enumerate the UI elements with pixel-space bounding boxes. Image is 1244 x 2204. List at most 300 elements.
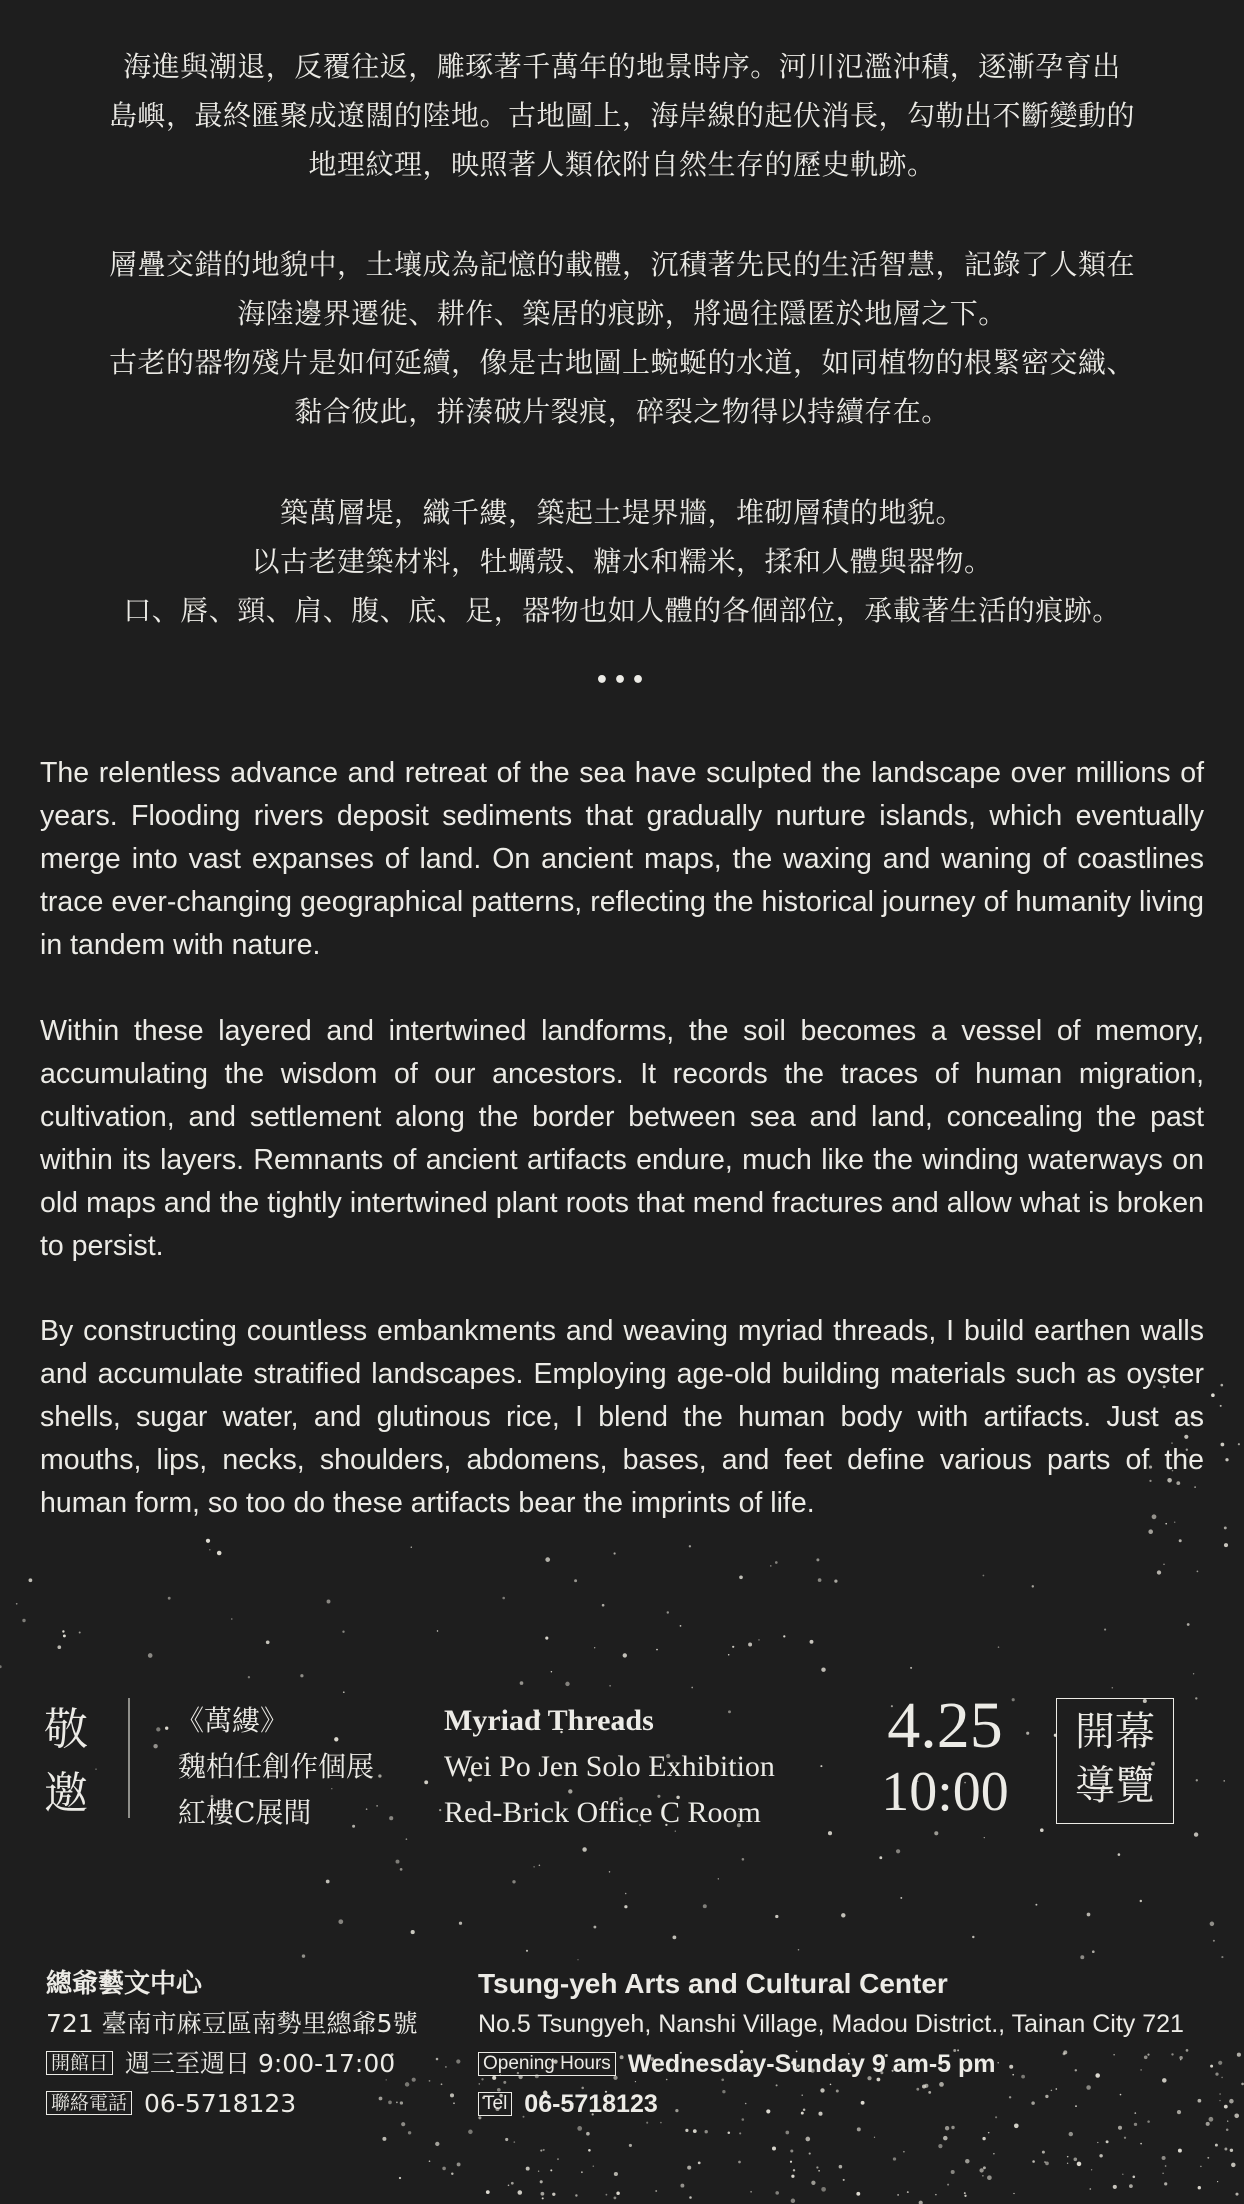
speckle-dot <box>1186 2049 1189 2052</box>
zh-paragraph-3 <box>40 488 1204 635</box>
speckle-dot <box>818 2170 820 2172</box>
speckle-dot <box>550 2169 552 2171</box>
speckle-dot <box>1106 2140 1109 2143</box>
speckle-dot <box>993 2153 994 2154</box>
speckle-dot <box>609 1685 611 1687</box>
speckle-dot <box>951 2170 955 2174</box>
speckle-dot <box>816 2166 818 2168</box>
speckle-dot <box>557 2158 559 2160</box>
speckle-dot <box>1234 2113 1239 2118</box>
speckle-dot <box>672 1935 676 1939</box>
speckle-dot <box>856 2192 860 2196</box>
phone-tag-en: Tel <box>478 2092 512 2116</box>
speckle-dot <box>206 1539 210 1543</box>
speckle-dot <box>680 1625 682 1627</box>
speckle-dot <box>1210 1922 1215 1927</box>
speckle-dot <box>728 1654 730 1656</box>
speckle-dot <box>545 1557 550 1562</box>
speckle-dot <box>728 2132 731 2135</box>
speckle-dot <box>839 2165 843 2169</box>
speckle-dot <box>718 1878 719 1879</box>
divider-line <box>128 1698 130 1818</box>
speckle-dot <box>742 1858 745 1861</box>
speckle-dot <box>1219 2100 1220 2101</box>
speckle-dot <box>382 2137 386 2141</box>
speckle-dot <box>1133 2176 1136 2179</box>
speckle-dot <box>790 2149 793 2152</box>
speckle-dot <box>687 2166 691 2170</box>
speckle-dot <box>775 1561 778 1564</box>
speckle-dot <box>900 1897 902 1899</box>
speckle-dot <box>1112 1687 1114 1689</box>
speckle-dot <box>62 1630 64 1632</box>
speckle-dot <box>739 2132 741 2134</box>
speckle-dot <box>1122 2173 1124 2175</box>
speckle-dot <box>1226 2129 1229 2132</box>
en-exhibition-venue: Red-Brick Office C Room <box>444 1796 761 1829</box>
speckle-dot <box>1198 2186 1201 2189</box>
speckle-dot <box>614 1552 616 1554</box>
speckle-dot <box>655 2190 657 2192</box>
speckle-dot <box>965 2159 970 2164</box>
speckle-dot <box>486 2190 490 2194</box>
speckle-dot <box>785 2131 789 2135</box>
speckle-dot <box>442 2167 446 2171</box>
speckle-dot <box>1104 1629 1106 1631</box>
speckle-dot <box>805 2137 810 2142</box>
speckle-dot <box>1230 2149 1233 2152</box>
opening-tour-line: 導覽 <box>1075 1763 1155 1809</box>
speckle-dot <box>951 2126 954 2129</box>
speckle-dot <box>821 2187 826 2192</box>
speckle-dot <box>1235 2193 1238 2196</box>
speckle-dot <box>1237 2053 1241 2057</box>
speckle-dot <box>964 2192 966 2194</box>
speckle-dot <box>1231 2163 1236 2168</box>
speckle-dot <box>1215 2144 1218 2147</box>
speckle-dot <box>545 1637 548 1640</box>
speckle-dot <box>400 1868 403 1871</box>
phone-en: 06-5718123 <box>524 2090 658 2118</box>
hours-row-en <box>478 2044 1184 2084</box>
speckle-dot <box>1187 1623 1190 1626</box>
speckle-dot <box>1042 2151 1045 2154</box>
speckle-dot <box>938 2144 942 2148</box>
zh-line: 古老的器物殘片是如何延續，像是古地圖上蜿蜒的水道，如同植物的根緊密交織、 <box>108 346 1135 379</box>
zh-exhibition-subtitle: 魏柏任創作個展 <box>178 1750 375 1783</box>
speckle-dot <box>79 1631 81 1633</box>
venue-address-en: No.5 Tsungyeh, Nanshi Village, Madou District., Tainan City 721 <box>478 2010 1184 2038</box>
speckle-dot <box>1227 2120 1228 2121</box>
speckle-dot <box>1163 1564 1164 1565</box>
speckle-dot <box>1238 1443 1240 1445</box>
speckle-dot <box>614 2172 618 2176</box>
speckle-dot <box>1099 2154 1102 2157</box>
speckle-dot <box>1097 2142 1098 2143</box>
speckle-dot <box>982 2137 985 2140</box>
hours-tag-zh: 開館日 <box>46 2051 113 2075</box>
speckle-dot <box>606 2194 608 2196</box>
opening-tour-line: 開幕 <box>1075 1709 1155 1755</box>
speckle-dot <box>810 1640 814 1644</box>
opening-tour-badge <box>1056 1698 1174 1824</box>
speckle-dot <box>1162 2156 1166 2160</box>
invitation-section <box>0 1690 1244 1840</box>
speckle-dot <box>588 2149 591 2152</box>
speckle-dot <box>508 2184 510 2186</box>
speckle-dot <box>982 2175 984 2177</box>
footer-zh <box>46 1964 418 2124</box>
speckle-dot <box>445 2066 447 2068</box>
speckle-dot <box>577 1959 578 1960</box>
speckle-dot <box>538 2171 539 2172</box>
event-time: 10:00 <box>881 1761 1009 1823</box>
speckle-dot <box>16 1603 18 1605</box>
speckle-dot <box>1215 2072 1218 2075</box>
speckle-dot <box>540 2180 543 2183</box>
speckle-dot <box>1224 1543 1228 1547</box>
speckle-dot <box>436 2058 439 2061</box>
speckle-dot <box>457 2162 461 2166</box>
speckle-dot <box>435 2142 439 2146</box>
speckle-dot <box>29 1578 33 1582</box>
zh-exhibition-title: 《萬縷》 <box>176 1704 289 1737</box>
speckle-dot <box>1118 2126 1122 2130</box>
speckle-dot <box>685 2129 688 2132</box>
en-exhibition-title: Myriad Threads <box>444 1704 654 1737</box>
speckle-dot <box>453 2102 455 2104</box>
speckle-dot <box>1221 1956 1223 1958</box>
speckle-dot <box>574 1579 577 1582</box>
speckle-dot <box>1069 2132 1073 2136</box>
speckle-dot <box>818 1578 822 1582</box>
speckle-dot <box>1091 2169 1092 2170</box>
section-divider: ••• <box>594 668 650 693</box>
speckle-dot <box>698 2162 701 2165</box>
zh-line: 層疊交錯的地貌中，土壤成為記憶的載體，沉積著先民的生活智慧，記錄了人類在 <box>108 248 1135 281</box>
speckle-dot <box>342 1631 344 1633</box>
speckle-dot <box>148 1653 153 1658</box>
speckle-dot <box>689 2196 692 2199</box>
speckle-dot <box>988 2132 990 2134</box>
speckle-dot <box>565 1682 569 1686</box>
speckle-dot <box>1224 2105 1228 2109</box>
speckle-dot <box>437 1630 438 1631</box>
invitation-char: 敬 <box>44 1704 88 1755</box>
speckle-dot <box>987 2175 992 2180</box>
venue-name-en: Tsung-yeh Arts and Cultural Center <box>478 1968 948 1999</box>
speckle-dot <box>624 1905 627 1908</box>
speckle-dot <box>459 1922 462 1925</box>
speckle-dot <box>732 1646 734 1648</box>
speckle-dot <box>450 2093 454 2097</box>
speckle-dot <box>1224 2148 1227 2151</box>
speckle-dot <box>919 2201 923 2204</box>
speckle-dot <box>947 2184 949 2186</box>
speckle-dot <box>609 1871 610 1872</box>
speckle-dot <box>841 1913 845 1917</box>
speckle-dot <box>943 2136 948 2141</box>
speckle-dot <box>1219 2093 1221 2095</box>
speckle-dot <box>526 2167 530 2171</box>
en-paragraph-2: Within these layered and intertwined landforms, the soil becomes a vessel of memory, accumulating the wisdom of our ancestors. It records the traces of human migration, cultivation, and settlement along the border between sea and land, concealing the past within its layers. Remnants of ancient artifacts endure, much like the winding waterways on old maps and the tightly intertwined plant roots that mend fractures and allow what is broken to persist. <box>40 1015 1204 1262</box>
speckle-dot <box>514 2141 516 2143</box>
venue-name-zh: 總爺藝文中心 <box>46 1969 203 1999</box>
speckle-dot <box>1211 1393 1215 1397</box>
speckle-dot <box>1067 2163 1068 2164</box>
speckle-dot <box>451 2172 453 2174</box>
speckle-dot <box>1035 1904 1037 1906</box>
speckle-dot <box>1162 2173 1163 2174</box>
venue-address-zh: 721 臺南市麻豆區南勢里總爺5號 <box>46 2009 418 2038</box>
speckle-dot <box>1224 1526 1227 1529</box>
speckle-dot <box>543 2149 545 2151</box>
speckle-dot <box>63 1634 66 1637</box>
speckle-dot <box>602 1604 605 1607</box>
speckle-dot <box>539 1865 541 1867</box>
speckle-dot <box>520 1681 524 1685</box>
speckle-dot <box>408 2131 411 2134</box>
speckle-dot <box>667 1611 669 1613</box>
speckle-dot <box>577 2126 582 2131</box>
speckle-dot <box>231 1618 232 1619</box>
speckle-dot <box>893 2157 896 2160</box>
speckle-dot <box>903 2151 905 2153</box>
speckle-dot <box>1200 2166 1202 2168</box>
speckle-dot <box>1140 1900 1142 1902</box>
zh-paragraph-2 <box>40 240 1204 436</box>
speckle-dot <box>1220 1384 1223 1387</box>
speckle-dot <box>582 1847 586 1851</box>
speckle-dot <box>1080 1955 1084 1959</box>
zh-line: 島嶼，最終匯聚成遼闊的陸地。古地圖上，海岸線的起伏消長，勾勒出不斷變動的 <box>108 99 1135 132</box>
speckle-dot <box>468 2130 473 2135</box>
speckle-dot <box>857 2127 861 2131</box>
speckle-dot <box>594 1647 595 1648</box>
speckle-dot <box>625 1893 627 1895</box>
speckle-dot <box>998 1646 1000 1648</box>
speckle-dot <box>505 2138 508 2141</box>
zh-exhibition-info <box>176 1698 374 1836</box>
speckle-dot <box>429 2080 431 2082</box>
event-date: 4.25 <box>887 1689 1003 1762</box>
speckle-dot <box>217 1551 222 1556</box>
speckle-dot <box>399 2177 401 2179</box>
speckle-dot <box>623 1653 627 1657</box>
speckle-dot <box>738 2161 741 2164</box>
speckle-dot <box>411 1546 412 1547</box>
speckle-dot <box>540 2150 542 2152</box>
speckle-dot <box>1013 2193 1014 2194</box>
speckle-dot <box>910 1667 912 1669</box>
phone-tag-zh: 聯絡電話 <box>46 2091 132 2115</box>
speckle-dot <box>843 2179 845 2181</box>
speckle-dot <box>411 1930 415 1934</box>
hours-zh: 週三至週日 9:00-17:00 <box>125 2049 396 2078</box>
speckle-dot <box>809 2153 811 2155</box>
speckle-dot <box>1198 2099 1202 2103</box>
speckle-dot <box>879 1856 882 1859</box>
zh-line: 築萬層堤，織千縷，築起土堤界牆，堆砌層積的地貌。 <box>279 496 964 529</box>
speckle-dot <box>1221 1443 1225 1447</box>
speckle-dot <box>1118 1853 1121 1856</box>
speckle-dot <box>327 1600 331 1604</box>
en-exhibition-subtitle: Wei Po Jen Solo Exhibition <box>444 1750 775 1783</box>
speckle-dot <box>616 2192 620 2196</box>
speckle-dot <box>502 1597 505 1600</box>
speckle-dot <box>1164 2182 1167 2185</box>
speckle-dot <box>798 1949 800 1951</box>
speckle-dot <box>1206 2122 1210 2126</box>
zh-paragraph-1 <box>40 42 1204 189</box>
speckle-dot <box>542 2197 544 2199</box>
speckle-dot <box>593 1926 596 1929</box>
speckle-dot <box>791 2175 794 2178</box>
speckle-dot <box>783 1635 785 1637</box>
speckle-dot <box>266 1640 270 1644</box>
speckle-dot <box>775 1915 778 1918</box>
phone-row-zh <box>46 2084 418 2124</box>
speckle-dot <box>907 2191 909 2193</box>
zh-line: 黏合彼此，拼湊破片裂痕，碎裂之物得以持續存在。 <box>294 395 950 428</box>
speckle-dot <box>896 1849 900 1853</box>
speckle-dot <box>834 1579 837 1582</box>
speckle-dot <box>248 1676 250 1678</box>
speckle-dot <box>396 1860 400 1864</box>
speckle-dot <box>1067 2156 1069 2158</box>
speckle-dot <box>1148 1529 1153 1534</box>
speckle-dot <box>1217 2181 1218 2182</box>
zh-exhibition-venue: 紅樓C展間 <box>178 1796 312 1829</box>
speckle-dot <box>1014 2123 1019 2128</box>
en-paragraph-1: The relentless advance and retreat of the sea have sculpted the landscape over millions of years. Flooding rivers deposit sediments that gradually nurture islands, which eventually merge into vast expanses of land. On ancient maps, the waxing and waning of coastlines trace ever-changing geographical patterns, reflecting the historical journey of humanity living in tandem with nature. <box>40 757 1204 961</box>
speckle-dot <box>1044 2161 1046 2163</box>
en-paragraph-3: By constructing countless embankments and weaving myriad threads, I build earthen walls and accumulate stratified landscapes. Employing age-old building materials such as oyster shells, sugar water, and glutinous rice, I blend the human body with artifacts. Just as mouths, lips, necks, shoulders, abdomens, bases, and feet define various parts of the human form, so too do these artifacts bear the imprints of life. <box>40 1315 1204 1519</box>
speckle-dot <box>689 1545 691 1547</box>
phone-zh: 06-5718123 <box>144 2089 297 2118</box>
speckle-dot <box>456 2059 460 2063</box>
speckle-dot <box>790 2161 792 2163</box>
speckle-dot <box>656 1649 658 1651</box>
speckle-dot <box>972 1936 974 1938</box>
hours-tag-en: Opening Hours <box>478 2052 616 2076</box>
speckle-dot <box>750 2191 752 2193</box>
speckle-dot <box>1178 2149 1182 2153</box>
speckle-dot <box>1124 2137 1126 2139</box>
speckle-dot <box>821 1667 825 1671</box>
speckle-dot <box>1197 1571 1199 1573</box>
speckle-dot <box>1092 1950 1095 1953</box>
speckle-dot <box>552 2193 555 2196</box>
speckle-dot <box>945 2126 949 2130</box>
zh-line: 口、唇、頸、肩、腹、底、足，器物也如人體的各個部位，承載著生活的痕跡。 <box>123 594 1121 627</box>
speckle-dot <box>300 1674 303 1677</box>
speckle-dot <box>1140 2143 1142 2145</box>
speckle-dot <box>874 2137 875 2138</box>
speckle-dot <box>793 2169 795 2171</box>
zh-line: 海陸邊界遷徙、耕作、築居的痕跡，將過往隱匿於地層之下。 <box>237 297 1007 330</box>
speckle-dot <box>1157 1570 1161 1574</box>
speckle-dot <box>209 1549 211 1551</box>
speckle-dot <box>575 2194 577 2196</box>
speckle-dot <box>1193 1673 1194 1674</box>
speckle-dot <box>1113 2185 1117 2189</box>
speckle-dot <box>302 1954 305 1957</box>
speckle-dot <box>1209 2117 1214 2122</box>
speckle-dot <box>614 2197 617 2200</box>
speckle-dot <box>758 1639 760 1641</box>
speckle-dot <box>581 2171 583 2173</box>
speckle-dot <box>1210 2065 1213 2068</box>
speckle-dot <box>1129 2184 1133 2188</box>
speckle-dot <box>1213 1940 1215 1942</box>
zh-line: 地理紋理，映照著人類依附自然生存的歷史軌跡。 <box>308 148 936 181</box>
speckle-dot <box>775 2191 779 2195</box>
speckle-dot <box>1032 2160 1035 2163</box>
speckle-dot <box>1221 2077 1223 2079</box>
speckle-dot <box>586 2132 590 2136</box>
speckle-dot <box>1165 2165 1167 2167</box>
speckle-dot <box>1074 2158 1078 2162</box>
speckle-dot <box>791 2199 796 2204</box>
speckle-dot <box>983 1575 985 1577</box>
footer-en <box>478 1964 1184 2124</box>
en-exhibition-info <box>444 1698 775 1836</box>
speckle-dot <box>1077 2162 1082 2167</box>
speckle-dot <box>693 2129 697 2133</box>
invitation-label <box>44 1698 94 1826</box>
speckle-dot <box>57 1645 61 1649</box>
zh-line: 以古老建築材料，牡蠣殼、糖水和糯米，揉和人體與器物。 <box>251 545 993 578</box>
speckle-dot <box>526 1950 528 1952</box>
speckle-dot <box>748 1643 752 1647</box>
zh-line: 海進與潮退，反覆往返，雕琢著千萬年的地景時序。河川氾濫沖積，逐漸孕育出 <box>123 50 1121 83</box>
speckle-dot <box>964 2195 966 2197</box>
speckle-dot <box>629 2144 632 2147</box>
speckle-dot <box>680 2184 684 2188</box>
speckle-dot <box>338 1919 343 1924</box>
speckle-dot <box>511 2182 514 2185</box>
speckle-dot <box>739 1575 743 1579</box>
speckle-dot <box>1207 2157 1209 2159</box>
speckle-dot <box>935 2194 937 2196</box>
speckle-dot <box>541 2192 545 2196</box>
speckle-dot <box>811 2181 815 2185</box>
speckle-dot <box>22 1619 25 1622</box>
hours-row-zh <box>46 2044 418 2084</box>
speckle-dot <box>1089 2188 1091 2190</box>
phone-row-en <box>478 2084 1184 2124</box>
speckle-dot <box>772 2147 776 2151</box>
speckle-dot <box>1229 2099 1234 2104</box>
speckle-dot <box>429 2160 431 2162</box>
speckle-dot <box>816 1558 819 1561</box>
speckle-dot <box>979 2168 983 2172</box>
speckle-dot <box>533 1866 534 1867</box>
speckle-dot <box>897 2194 899 2196</box>
speckle-dot <box>770 1565 772 1567</box>
speckle-dot <box>1087 1913 1091 1917</box>
speckle-dot <box>168 1597 171 1600</box>
speckle-dot <box>1220 1405 1222 1407</box>
speckle-dot <box>983 2166 986 2169</box>
speckle-dot <box>512 1880 515 1883</box>
speckle-dot <box>1218 2061 1222 2065</box>
speckle-dot <box>551 1671 552 1672</box>
speckle-dot <box>1225 1458 1228 1461</box>
speckle-dot <box>593 2165 595 2167</box>
event-datetime <box>870 1690 1020 1822</box>
